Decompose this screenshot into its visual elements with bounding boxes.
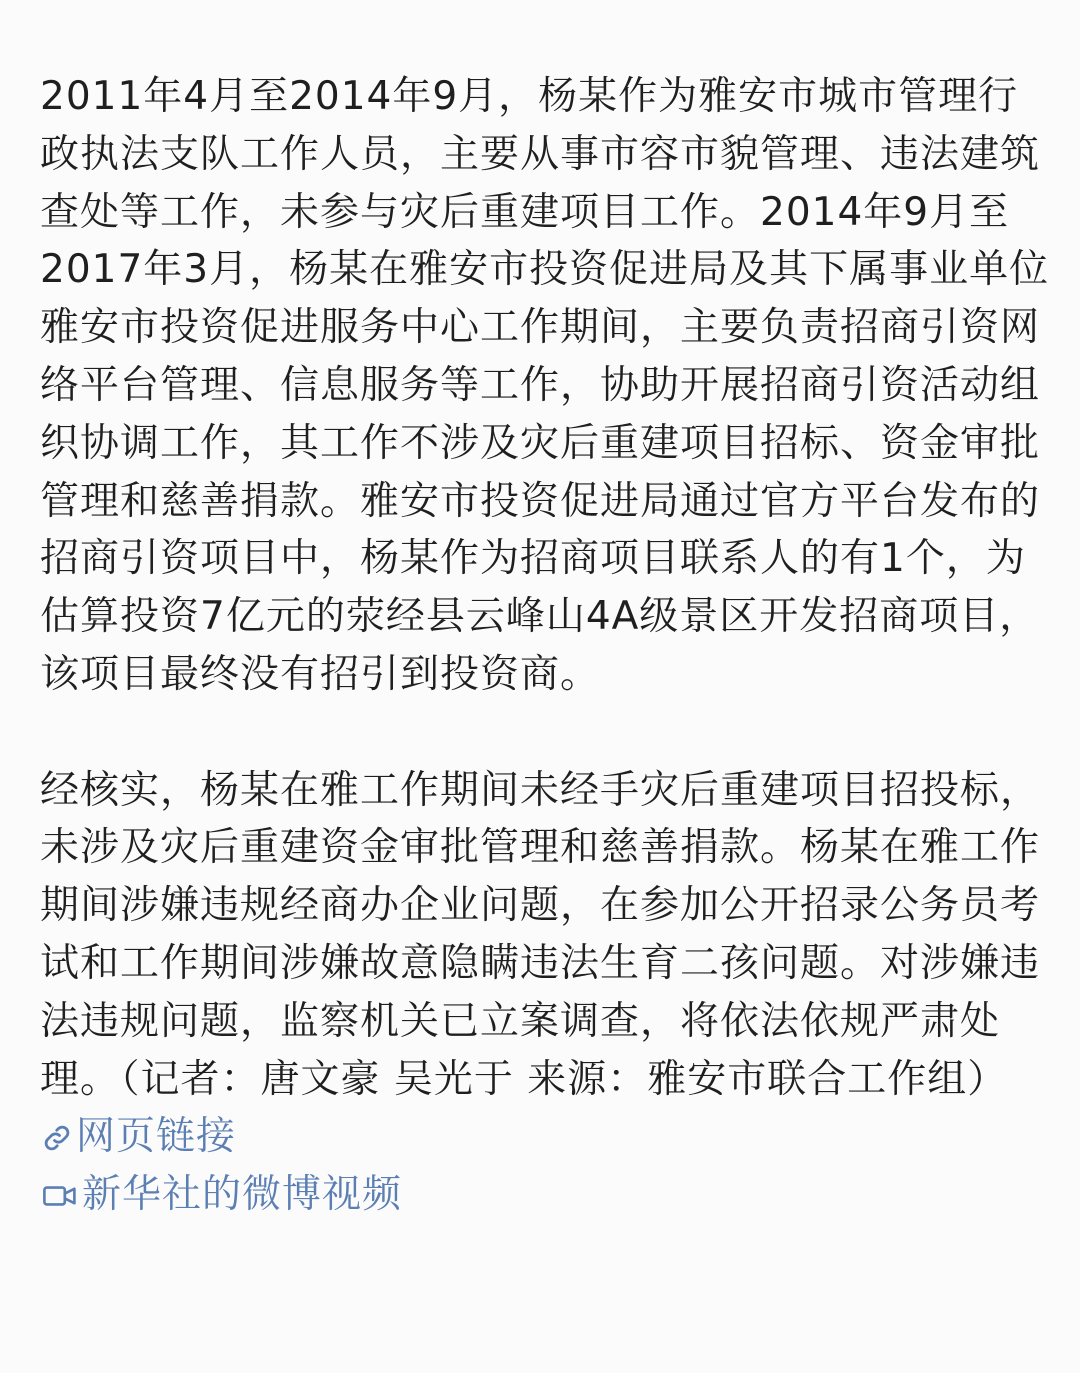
post-paragraph <box>40 68 1050 704</box>
paragraph-text: 2011年4月至2014年9月，杨某作为雅安市城市管理行政执法支队工作人员，主要从事市容市貌管理、违法建筑查处等工作，未参与灾后重建项目工作。2014年9月至2017年3月，杨某在雅安市投资促进局及其下属事业单位雅安市投资促进服务中心工作期间，主要负责招商引资网络平台管理、信息服务等工作，协助开展招商引资活动组织协调工作，其工作不涉及灾后重建项目招标、资金审批管理和慈善捐款。雅安市投资促进局通过官方平台发布的招商引资项目中，杨某作为招商项目联系人的有1个，为估算投资7亿元的荥经县云峰山4A级景区开发招商项目，该项目最终没有招引到投资商。 <box>40 74 1050 697</box>
post-paragraph <box>40 762 1050 1224</box>
post-body <box>40 68 1050 1224</box>
video-link[interactable] <box>40 1172 402 1217</box>
web-link[interactable] <box>40 1114 236 1159</box>
paragraph-text: 经核实，杨某在雅工作期间未经手灾后重建项目招投标，未涉及灾后重建资金审批管理和慈善捐款。杨某在雅工作期间涉嫌违规经商办企业问题，在参加公开招录公务员考试和工作期间涉嫌故意隐瞒违法生育二孩问题。对涉嫌违法违规问题，监察机关已立案调查，将依法依规严肃处理。（记者：唐文豪 吴光于 来源：雅安市联合工作组） <box>40 767 1041 1102</box>
video-link-label[interactable]: 新华社的微博视频 <box>82 1172 403 1218</box>
video-camera-icon <box>42 1181 78 1211</box>
link-icon <box>42 1123 72 1153</box>
web-link-label[interactable]: 网页链接 <box>76 1114 237 1160</box>
